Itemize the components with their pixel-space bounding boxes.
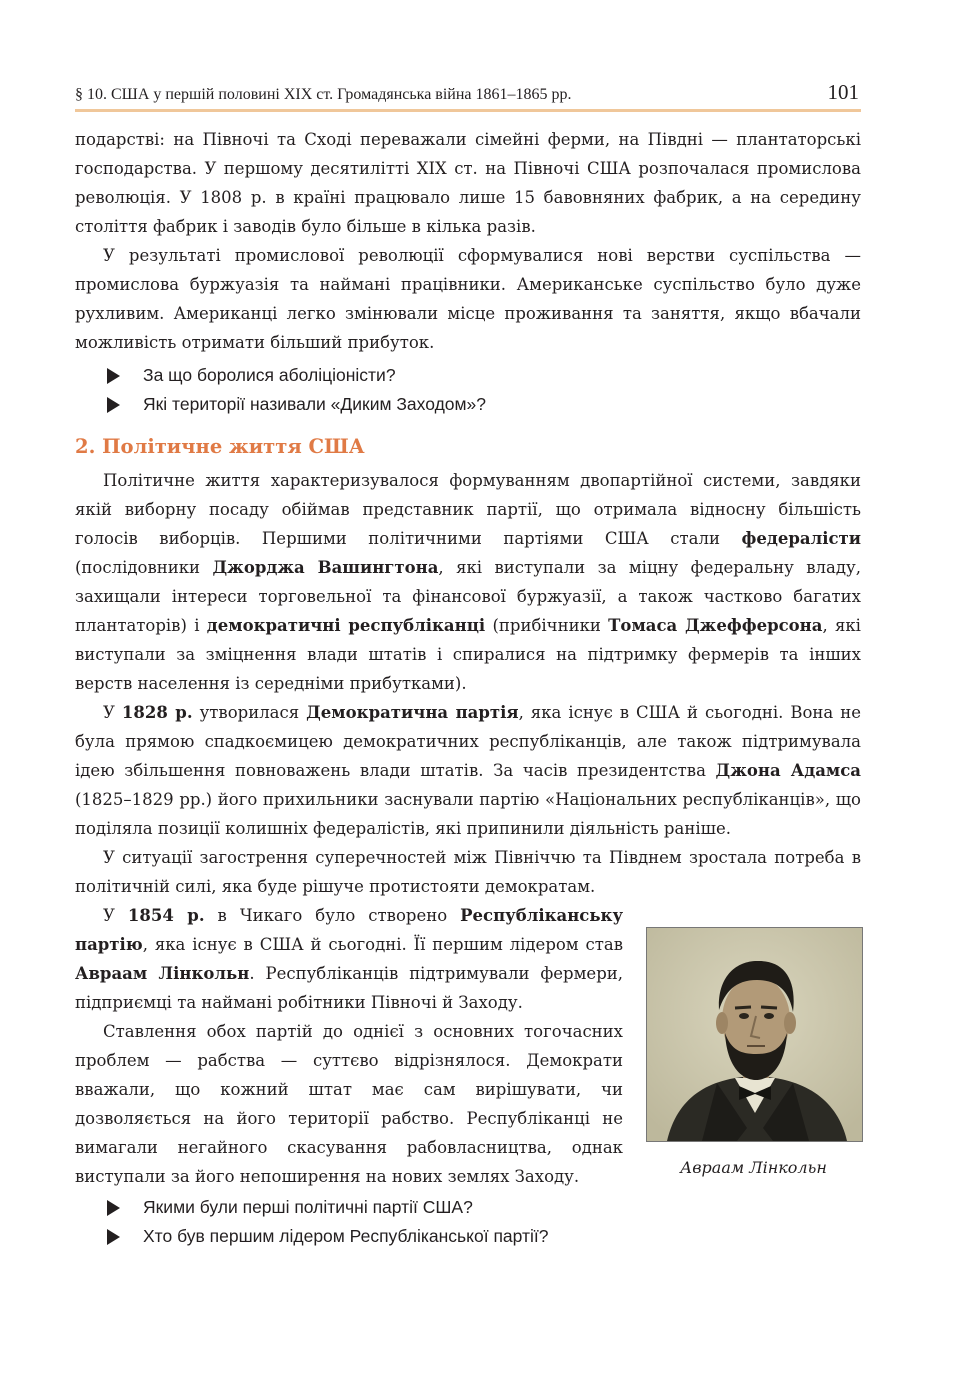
question-text: Якими були перші політичні партії США?: [143, 1197, 473, 1217]
section-paragraph-1: Політичне життя характеризувалося формуванням двопартійної системи, завдяки якій виборну посаду обіймав представник партії, що отримала відносну більшість голосів виборців. Першими політичними партіями США стали федералісти (послідовники Джорджа Вашингтона, які виступали за міцну федеральну владу, захищали інтереси торговельної та фінансової буржуазії, а також частково багатих плантаторів) і демократичні республіканці (прибічники Томаса Джефферсона, які виступали за зміцнення влади штатів і спиралися на підтримку фермерів та інших верств населення із середніми прибутками).: [75, 471, 861, 693]
question-item: [107, 1193, 549, 1222]
section-text-wrapped: [75, 901, 623, 1191]
term-democratic-party: Демократична партія: [306, 703, 519, 722]
question-list-1: [107, 361, 486, 419]
section-paragraph-3: У ситуації загострення суперечностей між Північчю та Півднем зростала потреба в політичній силі, яка буде рішуче протистояти демократам.: [75, 848, 861, 896]
running-title: § 10. США у першій половині XIX ст. Громадянська війна 1861–1865 рр.: [75, 86, 572, 103]
lincoln-portrait: [646, 927, 863, 1142]
header-divider: [75, 109, 861, 112]
triangle-bullet-icon: [107, 368, 120, 384]
question-item: [107, 1222, 549, 1251]
question-text: Які території називали «Диким Заходом»?: [143, 394, 487, 414]
triangle-bullet-icon: [107, 1229, 120, 1245]
section-paragraph-5: Ставлення обох партій до однієї з основних тогочасних проблем — рабства — суттєво відрізнялося. Демократи вважали, що кожний штат має сам вирішувати, чи дозволяється на його території рабство. Республіканці не вимагали негайного скасування рабовласництва, однак виступали за його непоширення на нових землях Заходу.: [75, 1022, 623, 1186]
section-paragraph-4: У 1854 р. в Чикаго було створено Республіканську партію, яка існує в США й сьогодні. Її першим лідером став Авраам Лінкольн. Республіканців підтримували фермери, підприємці та наймані робітники Півночі й Заходу.: [75, 906, 624, 1012]
date-1828: 1828 р.: [121, 703, 193, 722]
page-number: 101: [827, 80, 859, 104]
question-text: Хто був першим лідером Республіканської партії?: [143, 1226, 549, 1246]
portrait-caption: Авраам Лінкольн: [680, 1158, 827, 1177]
question-list-2: [107, 1193, 549, 1251]
term-republican-party: Республіканську партію: [75, 906, 624, 954]
person-adams: Джона Адамса: [715, 761, 861, 780]
person-washington: Джорджа Вашингтона: [212, 558, 439, 577]
person-lincoln: Авраам Лінкольн: [75, 964, 250, 983]
section-heading: 2. Політичне життя США: [75, 435, 365, 458]
term-federalists: федералісти: [741, 529, 861, 548]
section-paragraph-2: У 1828 р. утворилася Демократична партія, яка існує в США й сьогодні. Вона не була прямою спадкоємицею демократичних республіканців, але також підтримувала ідею збільшення повноважень влади штатів. За часів президентства Джона Адамса (1825–1829 рр.) його прихильники заснували партію «Національних республіканців», що поділяла позиції колишніх федералістів, які припинили діяльність раніше.: [75, 703, 861, 838]
question-item: [107, 361, 486, 390]
question-text: За що боролися аболіціоністи?: [143, 365, 396, 385]
page-header: [75, 78, 861, 108]
portrait-photo-icon: [647, 928, 862, 1141]
term-democratic-republicans: демократичні республіканці: [206, 616, 486, 635]
intro-paragraph-1: подарстві: на Півночі та Сході переважали сімейні ферми, на Півдні — плантаторські господарства. У першому десятилітті XIX ст. на Півночі США розпочалася промислова революція. У 1808 р. в країні працювало лише 15 бавовняних фабрик, а на середину століття фабрик і заводів було більше в кілька разів.: [75, 130, 861, 236]
person-jefferson: Томаса Джефферсона: [608, 616, 823, 635]
triangle-bullet-icon: [107, 1200, 120, 1216]
triangle-bullet-icon: [107, 397, 120, 413]
intro-text: [75, 125, 861, 357]
date-1854: 1854 р.: [127, 906, 205, 925]
section-text: [75, 466, 861, 901]
intro-paragraph-2: У результаті промислової революції сформувалися нові верстви суспільства — промислова буржуазія та наймані працівники. Американське суспільство було дуже рухливим. Американці легко змінювали місце проживання та заняття, якщо вбачали можливість отримати більший прибуток.: [75, 246, 861, 352]
question-item: [107, 390, 486, 419]
